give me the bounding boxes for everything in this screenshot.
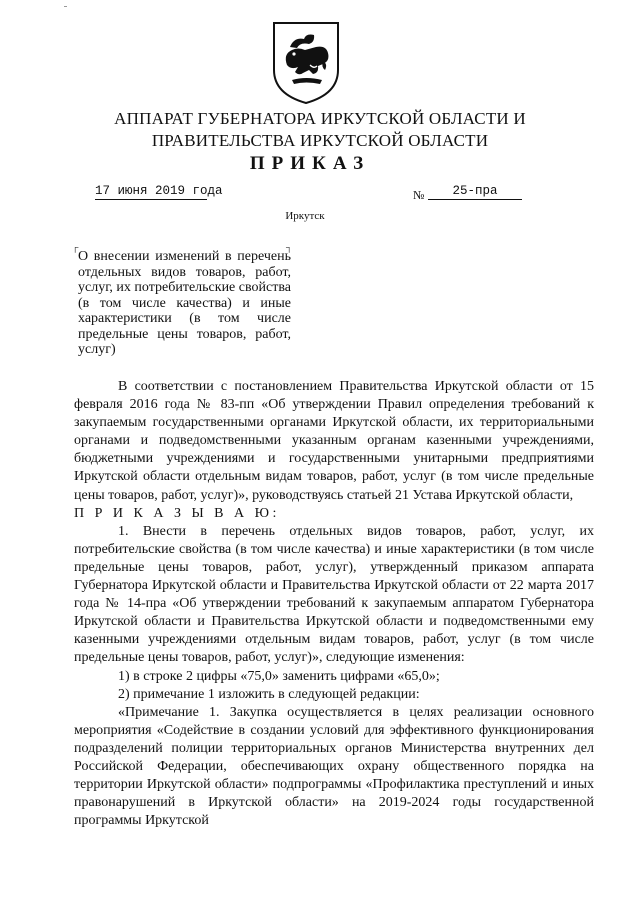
order-word: П Р И К А З Ы В А Ю:: [74, 505, 280, 521]
note-paragraph: «Примечание 1. Закупка осуществляется в целях реализации основного мероприятия «Содействие в создании условий для эффективного функционирования подразделений полиции территориальных органов Министерства внутренних дел Российской Федерации, обеспечивающих охрану общественного порядка на территории Иркутской области» подпрограммы «Профилактика преступлений и иных правонарушений в Иркутской области» на 2019-2024 годы государственной программы Иркутской: [74, 704, 594, 829]
number-label: №: [413, 188, 425, 202]
document-number: 25-пра: [428, 184, 522, 200]
document-type: ПРИКАЗ: [249, 153, 371, 174]
preamble-paragraph: В соответствии с постановлением Правительства Иркутской области от 15 февраля 2016 года № 83-пп «Об утверждении Правил определения требований к закупаемым государственными органами Иркутской области, их территориальными органами и подведомственными указанным органам казенными учреждениями, бюджетными учреждениями и государственными унитарными предприятиями Иркутской области отдельным видам товаров, работ, услуг (в том числе предельные цены товаров, работ, услуг)», руководствуясь статьей 21 Устава Иркутской области,: [74, 379, 594, 503]
document-date: 17 июня 2019 года: [95, 184, 223, 198]
document-subject: О внесении изменений в перечень отдельных видов товаров, работ, услуг, их потребительские свойства (в том числе качества) и иные характеристики (в том числе предельные цены товаров, работ, услуг): [78, 249, 291, 357]
sub-item-2: 2) примечание 1 изложить в следующей редакции:: [118, 686, 420, 702]
sub-item-1: 1) в строке 2 цифры «75,0» заменить цифрами «65,0»;: [118, 668, 440, 684]
coat-of-arms-emblem: [270, 20, 342, 106]
org-line-2: ПРАВИТЕЛЬСТВА ИРКУТСКОЙ ОБЛАСТИ: [151, 131, 489, 150]
document-body: [74, 378, 594, 830]
subject-corner-top-right: ┐: [286, 242, 293, 252]
subject-corner-top-left: ┌: [72, 242, 79, 252]
item-1-paragraph: 1. Внести в перечень отдельных видов товаров, работ, услуг, их потребительские свойства (в том числе качества) и иные характеристики (в том числе предельные цены товаров, работ, услуг), утвержденный приказом аппарата Губернатора Иркутской области и Правительства Иркутской области от 22 марта 2017 года № 14-пра «Об утверждении требований к закупаемым аппаратом Губернатора Иркутской области и Правительства Иркутской области и подведомственными ему казенными учреждениями отдельным видам товаров, работ, услуг (в том числе предельные цены товаров, работ, услуг)», следующие изменения:: [74, 523, 594, 666]
document-city: Иркутск: [285, 210, 325, 222]
scan-speck: [64, 6, 67, 7]
organization-name: [0, 108, 640, 152]
org-line-1: АППАРАТ ГУБЕРНАТОРА ИРКУТСКОЙ ОБЛАСТИ И: [114, 109, 526, 128]
